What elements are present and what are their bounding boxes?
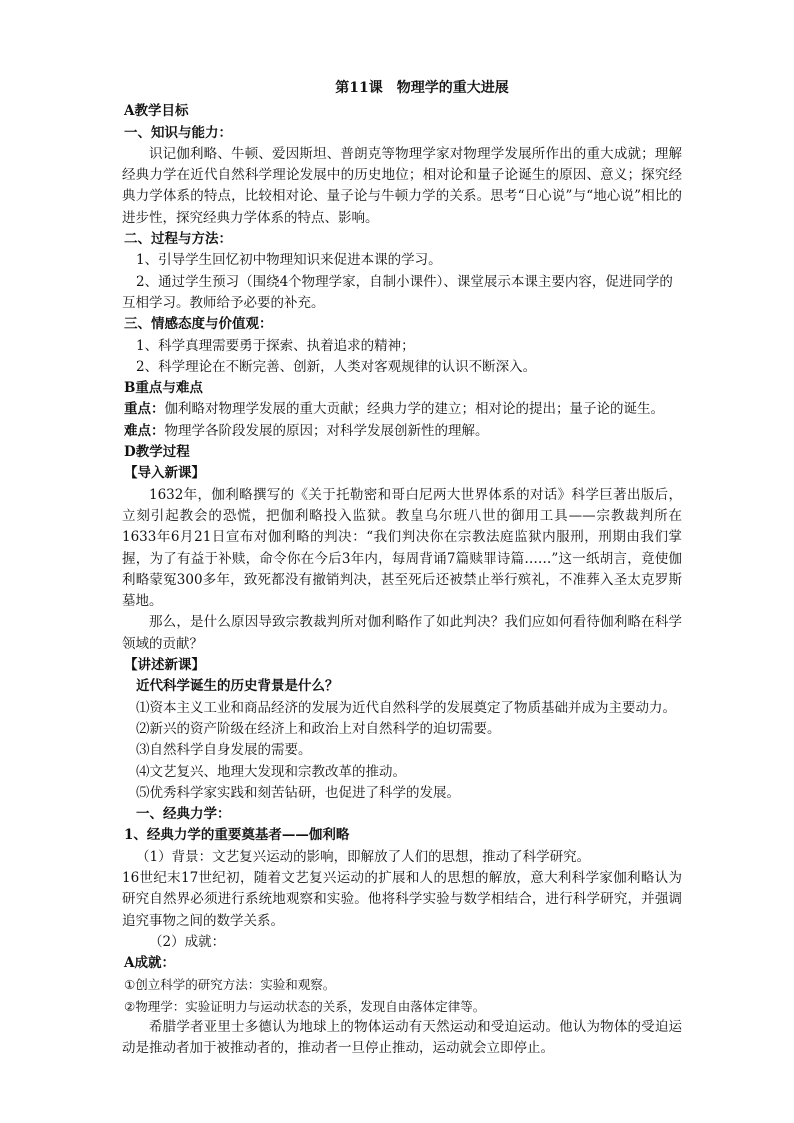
knowledge-heading: 一、知识与能力： xyxy=(124,124,232,141)
process-item: 2、通过学生预习（围绕4个物理学家，自制小课件）、课堂展示本课主要内容，促进同学的互相学习。教师给予必要的补充。 xyxy=(122,273,673,311)
process-item: 1、引导学生回忆初中物理知识来促进本课的学习。 xyxy=(136,252,442,269)
background-item: ⑶自然科学自身发展的需要。 xyxy=(136,742,312,759)
attitude-heading: 三、情感态度与价值观： xyxy=(124,316,273,333)
page-title: 第11课 物理学的重大进展 xyxy=(335,80,509,96)
difficult-points-text: 物理学各阶段发展的原因；对科学发展创新性的理解。 xyxy=(164,422,489,439)
background-item: ⑴资本主义工业和商品经济的发展为近代自然科学的发展奠定了物质基础并成为主要动力。 xyxy=(136,699,676,716)
aristotle-paragraph: 希腊学者亚里士多德认为地球上的物体运动有天然运动和受迫运动。他认为物体的受迫运动是推动者加于被推动者的，推动者一旦停止推动，运动就会立即停止。 xyxy=(122,1019,682,1057)
difficult-points-label: 难点： xyxy=(124,422,165,439)
intro-question: 那么，是什么原因导致宗教裁判所对伽利略作了如此判决？我们应如何看待伽利略在科学领域的贡献？ xyxy=(122,614,682,652)
document-page xyxy=(122,78,682,1060)
background-item: ⑸优秀科学家实践和刻苦钻研，也促进了科学的发展。 xyxy=(136,784,460,801)
classical-mechanics-heading: 一、经典力学： xyxy=(136,806,231,823)
achievement-item: ①创立科学的研究方法：实验和观察。 xyxy=(124,977,336,993)
achievement-item: ②物理学：实验证明力与运动状态的关系，发现自由落体定律等。 xyxy=(124,998,486,1014)
process-heading: 二、过程与方法： xyxy=(124,231,232,248)
attitude-item: 1、科学真理需要勇于探索、执着追求的精神； xyxy=(136,337,415,354)
knowledge-paragraph: 识记伽利略、牛顿、爱因斯坦、普朗克等物理学家对物理学发展所作出的重大成就；理解经典力学在近代自然科学理论发展中的历史地位；相对论和量子论诞生的原因、意义；探究经典力学体系的特点，比较相对论、量子论与牛顿力学的关系。思考“日心说”与“地心说”相比的进步性，探究经典力学体系的特点、影响。 xyxy=(122,145,682,226)
lecture-heading: 【讲述新课】 xyxy=(124,657,205,674)
background-item: ⑷文艺复兴、地理大发现和宗教改革的推动。 xyxy=(136,763,406,780)
intro-paragraph: 1632年，伽利略撰写的《关于托勒密和哥白尼两大世界体系的对话》科学巨著出版后，立刻引起教会的恐慌，把伽利略投入监狱。教皇乌尔班八世的御用工具——宗教裁判所在1633年6月21日宣布对伽利略的判决：“我们判决你在宗教法庭监狱内服刑，刑期由我们掌握，为了有益于补赎，命令你在今后3年内，每周背诵7篇赎罪诗篇……”这一纸胡言，竟使伽利略蒙冤300多年，致死都没有撤销判决，甚至死后还被禁止举行殡礼，不准葬入圣太克罗斯墓地。 xyxy=(122,486,682,610)
key-points xyxy=(122,399,682,420)
section-b-heading: B重点与难点 xyxy=(124,380,203,397)
intro-heading: 【导入新课】 xyxy=(124,465,205,482)
difficult-points xyxy=(122,421,682,442)
achievement-label: （2）成就： xyxy=(149,933,226,950)
galileo-heading: 1、经典力学的重要奠基者——伽利略 xyxy=(124,827,350,844)
key-points-label: 重点： xyxy=(124,401,165,418)
attitude-item: 2、科学理论在不断完善、创新，人类对客观规律的认识不断深入。 xyxy=(136,358,537,375)
background-label: （1）背景：文艺复兴运动的影响，即解放了人们的思想，推动了科学研究。 xyxy=(136,848,591,865)
galileo-paragraph: 16世纪末17世纪初，随着文艺复兴运动的扩展和人的思想的解放，意大利科学家伽利略认为研究自然界必须进行系统地观察和实验。他将科学实验与数学相结合，进行科学研究，并强调追究事物之间的数学关系。 xyxy=(122,869,682,929)
section-d-heading: D教学过程 xyxy=(124,444,190,461)
key-points-text: 伽利略对物理学发展的重大贡献；经典力学的建立；相对论的提出；量子论的诞生。 xyxy=(164,401,664,418)
background-item: ⑵新兴的资产阶级在经济上和政治上对自然科学的迫切需要。 xyxy=(136,720,501,737)
achievement-heading: A成就： xyxy=(124,955,175,972)
section-a-heading: A教学目标 xyxy=(124,103,189,120)
background-question: 近代科学诞生的历史背景是什么？ xyxy=(136,678,339,695)
